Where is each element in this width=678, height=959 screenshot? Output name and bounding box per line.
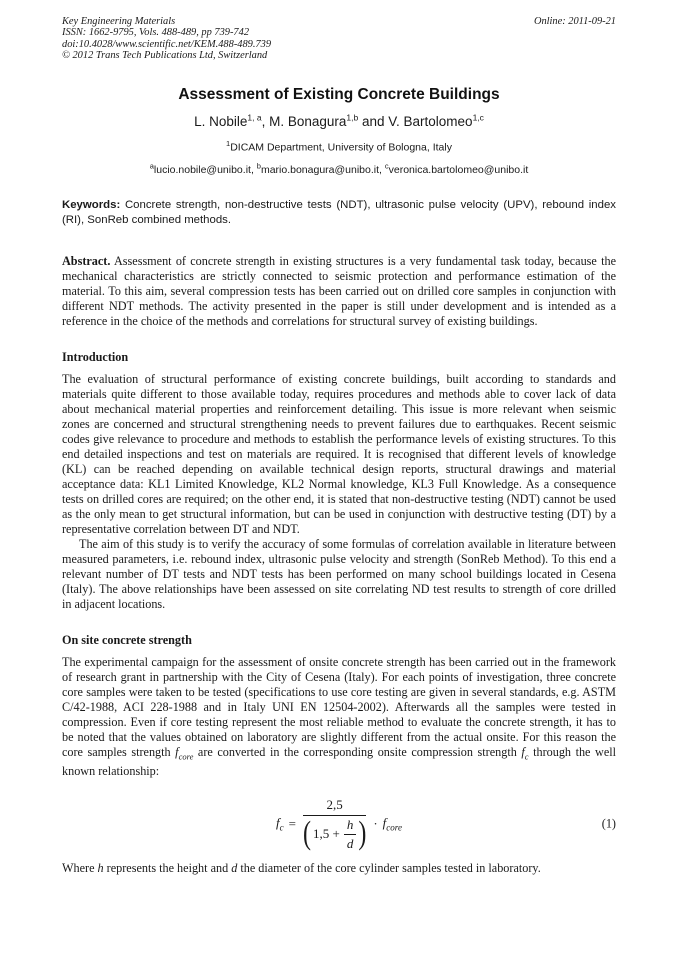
author-2-affiliation-marker: 1,b (346, 112, 359, 123)
author-2: M. Bonagura$^{1,b}$ and (269, 112, 389, 129)
keywords-text: Concrete strength, non-destructive tests (NDT), ultrasonic pulse velocity (UPV), rebound index (RI), SonReb combined methods. (62, 198, 616, 227)
copyright-line: © 2012 Trans Tech Publications Ltd, Switzerland (62, 49, 268, 61)
h-over-d-fraction: $\frac{h}{d}$ (344, 817, 357, 852)
section-heading-introduction: Introduction (62, 349, 129, 364)
equation-number: (1) (601, 816, 616, 831)
close-parenthesis: ) (358, 816, 367, 852)
equals-sign: = (288, 816, 296, 832)
equation-main-fraction: 2,5 ( 1,5 + $\frac{h}{d}$ ) (302, 796, 367, 852)
author-3-affiliation-marker: 1,c (472, 112, 484, 123)
equation-1 (62, 795, 616, 853)
emails-line (62, 159, 616, 177)
equation-where-note: Where h represents the height and d the diameter of the core cylinder samples tested in laboratory. (62, 861, 541, 876)
authors-line (62, 109, 616, 130)
online-date: Online: 2011-09-21 (533, 16, 616, 27)
abstract-text: Assessment of concrete strength in existing structures is a very fundamental task today, because the mechanical characteristics are strictly connected to seismic protection and performance estimation of the material. To this aim, several compression tests has been carried out on drilled core samples in conjunction with different NDT methods. The activity presented in the paper is still under development and is intended as a reference in the choice of the methods and correlations for structural survey of existing buildings. (62, 253, 616, 328)
journal-name: Key Engineering Materials (62, 16, 176, 27)
keywords-label: Keywords: (62, 198, 121, 211)
doi-line: doi:10.4028/www.scientific.net/KEM.488-489.739 (62, 38, 272, 50)
email-1: $^a$lucio.nobile@unibo.it, (149, 161, 257, 176)
math-h-inline: h (97, 861, 104, 876)
abstract-block (62, 254, 616, 329)
section-heading-onsite-strength: On site concrete strength (62, 632, 192, 647)
keywords-block (62, 198, 616, 229)
abstract-label: Abstract. (62, 253, 111, 268)
onsite-paragraph-1: The experimental campaign for the assessment of onsite concrete strength has been carried out in the framework of research grant in partnership with the City of Cesena (Italy). For each points of investigation, three concrete core samples were taken to be tested (specifications to use core testing are given in several standards, e.g. ASTM C/42-1988, ACI 228-1988 and in Italy UNI EN 12504-2002). Afterwards all the samples were tested in compression. Even if core testing represent the most reliable method to evaluate the concrete strength, it has to be noted that the values obtained on laboratory are slightly different from the actual onsite. For this reason the core samples strength $f_{core}$ are converted in the corresponding onsite compression strength $f_c$ through the well known relationship: (62, 654, 617, 779)
issn-line: ISSN: 1662-9795, Vols. 488-489, pp 739-742 (62, 27, 250, 39)
email-2: $^b$mario.bonagura@unibo.it, (256, 161, 385, 176)
math-f-c-inline: f (521, 744, 525, 759)
intro-paragraph-1: The evaluation of structural performance of existing concrete buildings, built according to standards and materials quite different to those available today, requires procedures and methods able to cover lack of data about mechanical material properties and reinforcement detailing. This issue is more relevant when seismic zones are concerned and structural strengthening needs to prevent failures due to earthquakes. Recent seismic codes give relevance to procedure and methods to establish the performance levels of existing structures. To this end detailed inspections and test on materials are required. It is recognised that different levels of knowledge (KL) can be reached depending on available technical design reports, structural drawings and material acceptance data: KL1 Limited Knowledge, KL2 Normal knowledge, KL3 Full Knowledge. As a consequence tests on drilled cores are required; on the other end, it is stated that non-destructive testing (NDT) cannot be used as the only mean to get structural information, but can be used in conjunction with destructive testing (DT) by a representative correlation between DT and NDT. (62, 371, 616, 536)
author-1: L. Nobile$^{1, a}$, (194, 112, 270, 129)
multiplication-dot: · (373, 816, 378, 832)
open-parenthesis: ( (302, 816, 311, 852)
publisher-header (62, 16, 616, 61)
email-3: $^c$veronica.bartolomeo@unibo.it (384, 161, 529, 176)
author-3: V. Bartolomeo$^{1,c}$ (388, 112, 484, 129)
math-f-core-inline: f (175, 744, 179, 759)
paper-title: Assessment of Existing Concrete Buildings (178, 86, 500, 104)
equation-1-content: $f_c$ = 2,5 ( 1,5 + $\frac{h}{d}$ ) · $f_{core}$ (276, 796, 402, 852)
author-1-affiliation-marker: 1, a (247, 112, 262, 123)
math-d-inline: d (231, 861, 238, 876)
affiliation-line: $^1$DICAM Department, University of Bologna, Italy (226, 138, 452, 154)
intro-paragraph-2: The aim of this study is to verify the accuracy of some formulas of correlation available in literature between measured parameters, i.e. rebound index, ultrasonic pulse velocity and strength (SonReb Method). To this end a relevant number of DT tests and NDT tests has been performed on many school buildings located in Cesena (Italy). The above relationships have been assessed on site correlating ND test results to strength of core drilled in adjacent locations. (62, 536, 616, 611)
